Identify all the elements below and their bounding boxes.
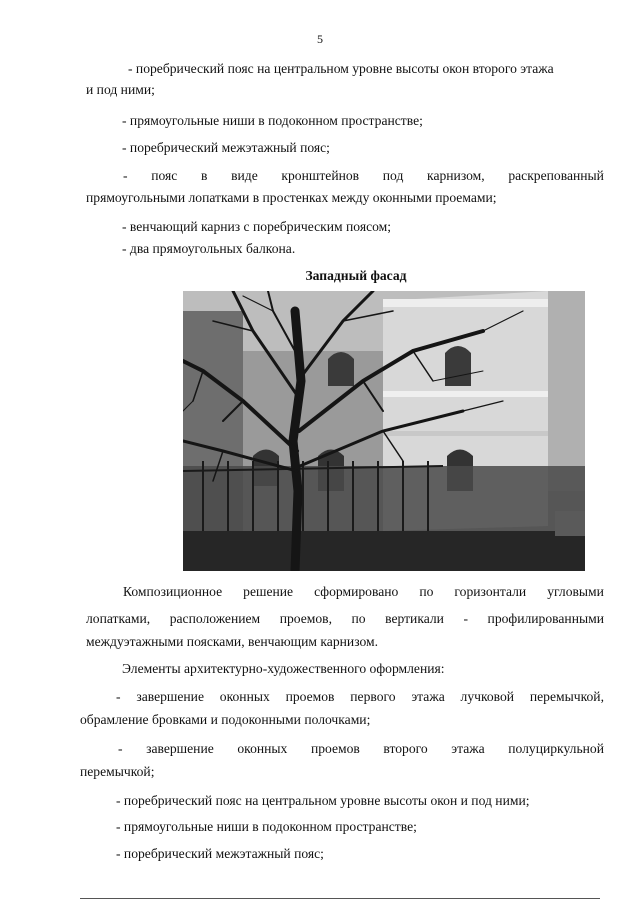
word: этажа [451,741,485,756]
word: раскрепованный [508,168,604,183]
word: - [463,611,469,626]
list-item-line: обрамление бровками и подоконными полочками; [80,712,371,727]
list-item-line: и под ними; [86,82,155,97]
word: лучковой [460,689,515,704]
word: под [382,168,404,183]
page-number: 5 [317,32,323,46]
word: кронштейнов [281,168,360,183]
list-item-line: перемычкой; [80,764,155,779]
list-item: - поребрический пояс на центральном уровне высоты окон и под ними; [116,793,530,808]
building-facade-photo [183,291,585,571]
list-item-justified-line [118,740,604,757]
list-item-justified-line [123,167,604,184]
word: - [116,689,121,704]
list-item-line: прямоугольными лопатками в простенках между оконными проемами; [86,190,497,205]
list-item: - прямоугольные ниши в подоконном пространстве; [122,113,423,128]
word: карнизом, [427,168,485,183]
word: сформировано [314,584,399,599]
section-heading: Западный фасад [305,268,407,283]
word: проемов [310,741,360,756]
list-item-justified-line [116,688,604,705]
list-item: - прямоугольные ниши в подоконном пространстве; [116,819,417,834]
word: виде [231,168,258,183]
list-item: - два прямоугольных балкона. [122,241,296,256]
word: этажа [411,689,445,704]
word: проемов, [279,611,332,626]
word: проемов [285,689,335,704]
paragraph-line: Элементы архитектурно-художественного оформления: [122,661,445,676]
word: перемычкой, [529,689,604,704]
list-item: - поребрический межэтажный пояс; [116,846,324,861]
word: по [419,584,434,599]
word: - [118,741,123,756]
word: горизонтали [454,584,527,599]
word: решение [243,584,294,599]
word: расположением [169,611,261,626]
paragraph-justified-line [123,583,604,600]
word: пояс [151,168,178,183]
word: первого [350,689,396,704]
word: завершение [146,741,214,756]
facade-photo-image [183,291,585,571]
word: оконных [237,741,288,756]
list-item: - венчающий карниз с поребрическим поясом; [122,219,392,234]
list-item-line: - поребрический пояс на центральном уровне высоты окон второго этажа [128,61,554,76]
word: в [200,168,208,183]
word: лопатками, [86,611,151,626]
word: второго [383,741,428,756]
word: угловыми [547,584,604,599]
page-bottom-rule [80,898,600,899]
word: профилированными [487,611,604,626]
word: завершение [136,689,204,704]
paragraph-line: междуэтажными поясками, венчающим карнизом. [86,634,379,649]
word: Композиционное [123,584,223,599]
word: вертикали [385,611,444,626]
word: оконных [219,689,270,704]
paragraph-justified-line [86,610,604,627]
word: по [351,611,366,626]
word: - [123,168,128,183]
word: полуциркульной [508,741,604,756]
list-item: - поребрический межэтажный пояс; [122,140,330,155]
